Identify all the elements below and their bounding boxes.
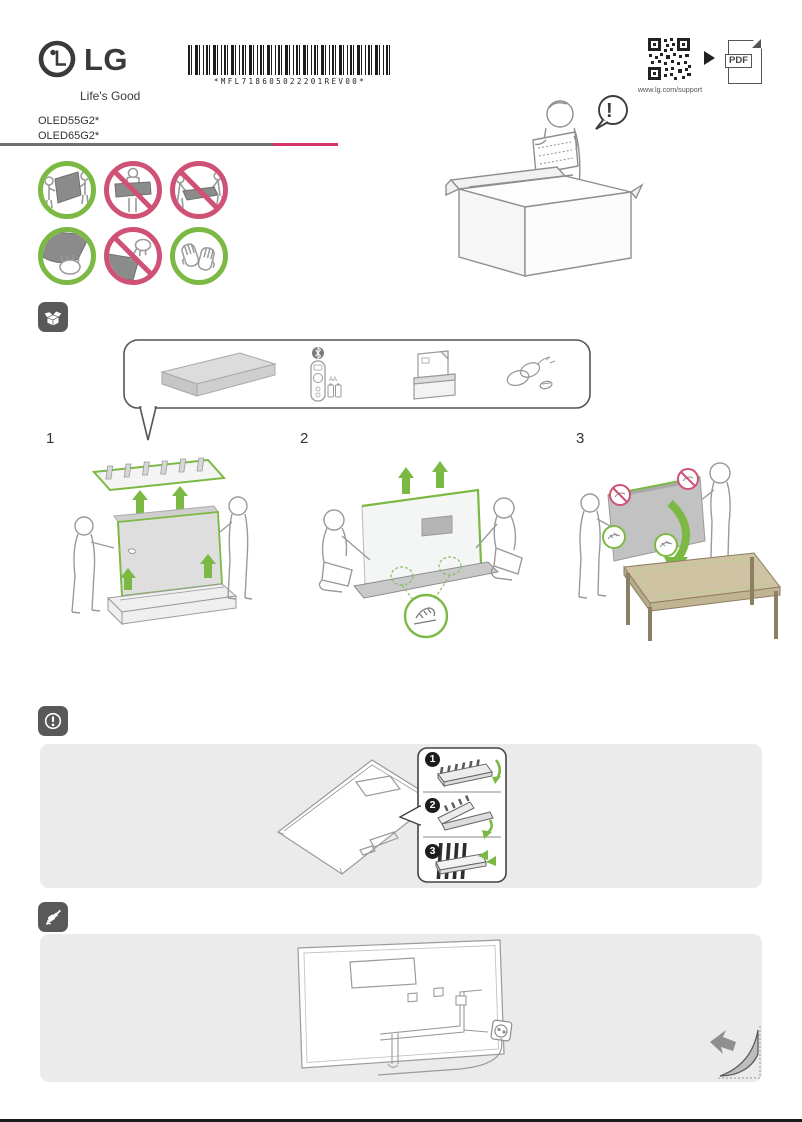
tv-back [298, 940, 504, 1068]
step-2-number: 2 [300, 430, 309, 447]
pdf-icon [728, 40, 762, 84]
foam-step-2-circled-number: 2 [425, 798, 440, 813]
model-number-1: OLED55G2* [38, 115, 100, 127]
no-carrying-flat-icon [169, 160, 229, 220]
step-2-illustration [298, 448, 533, 643]
carry-with-two-people-ok-icon [37, 160, 97, 220]
bubble-exclamation-text: ! [606, 100, 613, 122]
model-numbers [38, 114, 99, 143]
support-url: www.lg.com/support [637, 85, 703, 94]
top-foam [94, 458, 224, 490]
open-box [446, 167, 642, 276]
page-turn-icon [710, 1026, 760, 1078]
barcode-bars [188, 45, 392, 75]
support-panel-edge-ok-icon [37, 226, 97, 286]
pdf-label: PDF [725, 54, 752, 68]
lg-tagline: Life's Good [80, 89, 141, 103]
accessories-callout [122, 338, 592, 444]
step-1-number: 1 [46, 430, 55, 447]
foam-reuse-panel [40, 744, 762, 888]
barcode-text: *MFL718605022201REV00* [213, 77, 367, 86]
foam-reuse-illustration [40, 744, 762, 888]
no-single-person-carry-icon [103, 160, 163, 220]
tv-in-foam [114, 506, 222, 596]
battery-label: AA [329, 377, 338, 383]
unbox-icon [38, 302, 68, 332]
up-arrows [398, 461, 448, 494]
foam-step-1-circled-number: 1 [425, 752, 440, 767]
divider-pink [273, 143, 338, 146]
lg-brand-text: LG [84, 42, 129, 77]
cable-routing-illustration [40, 934, 762, 1082]
step-3-illustration [568, 445, 783, 643]
caution-icon [38, 706, 68, 736]
divider-gray [0, 143, 273, 146]
lg-logo-mark-icon [38, 40, 76, 78]
no-pressing-screen-icon [103, 226, 163, 286]
callout-tail [140, 407, 156, 440]
foam-steps-callout [400, 748, 506, 882]
barcode [188, 45, 392, 86]
unplug-icon [38, 902, 68, 932]
person-right [700, 463, 730, 557]
arrow-right-icon [704, 51, 715, 65]
handling-warnings [37, 160, 235, 292]
step-3-number: 3 [576, 430, 585, 447]
person-head [547, 101, 573, 127]
lg-logo [38, 40, 76, 78]
qr-code-icon [646, 36, 692, 82]
padded-table [624, 553, 780, 641]
cable-routing-panel [40, 934, 762, 1082]
wear-gloves-ok-icon [169, 226, 229, 286]
unboxing-illustration [445, 88, 645, 283]
foam-step-3-circled-number: 3 [425, 844, 440, 859]
model-number-2: OLED65G2* [38, 129, 100, 142]
step-1-illustration [58, 450, 253, 635]
pdf-fold-corner [753, 40, 762, 49]
person-right [220, 497, 252, 599]
